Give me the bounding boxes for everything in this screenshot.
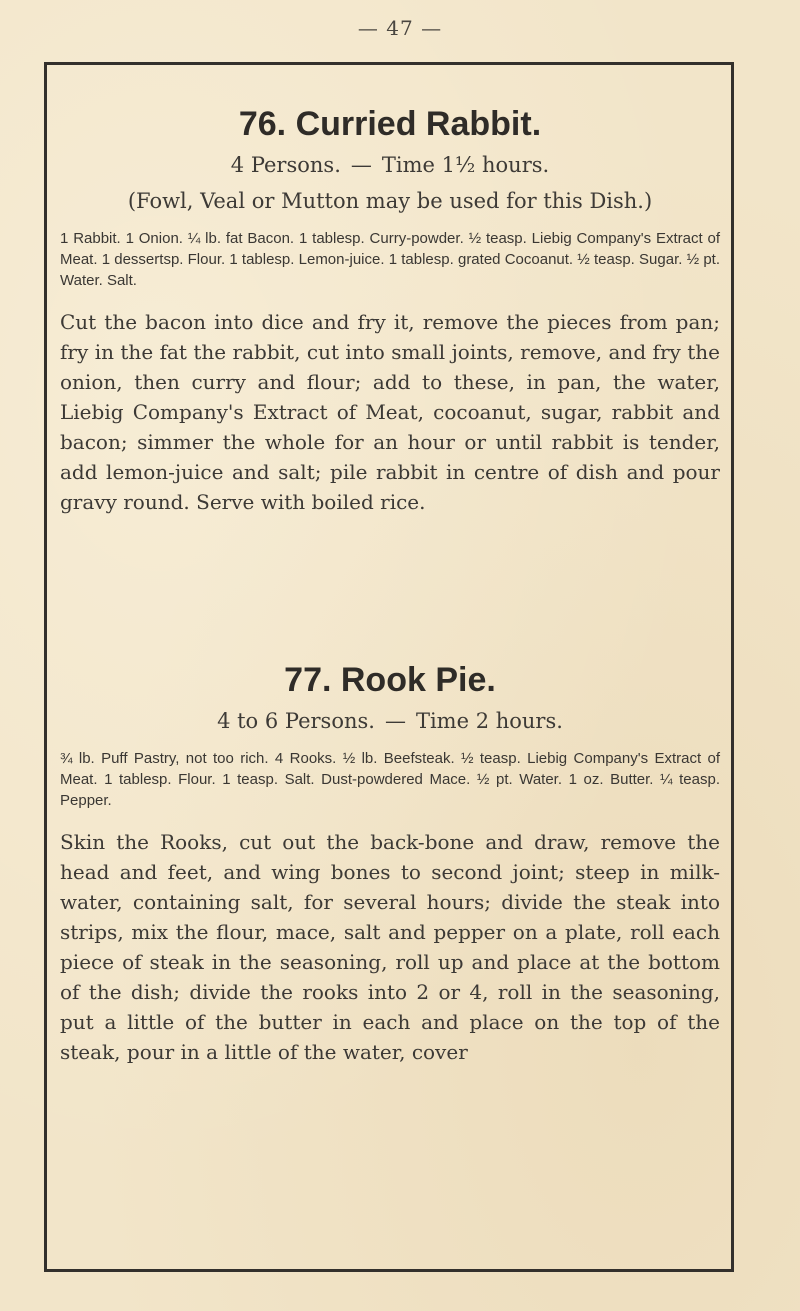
recipe-meta — [60, 150, 720, 180]
recipe-note: (Fowl, Veal or Mutton may be used for this Dish.) — [127, 189, 653, 213]
recipe-method: Skin the Rooks, cut out the back-bone and draw, remove the head and feet, and wing bones to second joint; steep in milk-water, containing salt, for several hours; divide the steak into strips, mix the flour, mace, salt and pepper on a plate, roll each piece of steak in the seasoning, roll up and place at the bottom of the dish; divide the rooks into 2 or 4, roll in the seasoning, put a little of the butter in each and place on the top of the steak, pour in a little of the water, cover — [60, 830, 720, 1064]
recipe-ingredients: ¾ lb. Puff Pastry, not too rich. 4 Rooks. ½ lb. Beefsteak. ½ teasp. Liebig Company's Extract of Meat. 1 tablesp. Flour. 1 teasp. Salt. Dust-powdered Mace. ½ pt. Water. 1 oz. Butter. ¼ teasp. Pepper. — [60, 750, 720, 809]
recipe-76 — [60, 104, 720, 517]
recipe-77 — [60, 660, 720, 1067]
recipe-ingredients: 1 Rabbit. 1 Onion. ¼ lb. fat Bacon. 1 tablesp. Curry-powder. ½ teasp. Liebig Company's Extract of Meat. 1 dessertsp. Flour. 1 tablesp. Lemon-juice. 1 tablesp. grated Cocoanut. ½ teasp. Sugar. ½ pt. Water. Salt. — [60, 230, 720, 289]
recipe-title: 76. Curried Rabbit. — [238, 105, 542, 143]
meta-dash: — — [384, 709, 406, 733]
recipe-time: Time 1½ hours. — [381, 153, 550, 177]
recipe-meta — [60, 706, 720, 736]
page-number: — 47 — — [357, 16, 443, 40]
recipe-method: Cut the bacon into dice and fry it, remove the pieces from pan; fry in the fat the rabbit, cut into small joints, remove, and fry the onion, then curry and flour; add to these, in pan, the water, Liebig Company's Extract of Meat, cocoanut, sugar, rabbit and bacon; simmer the whole for an hour or until rabbit is tender, add lemon-juice and salt; pile rabbit in centre of dish and pour gravy round. Serve with boiled rice. — [60, 310, 720, 514]
recipe-title: 77. Rook Pie. — [284, 661, 496, 699]
meta-dash: — — [350, 153, 372, 177]
recipe-time: Time 2 hours. — [415, 709, 563, 733]
recipe-persons: 4 Persons. — [230, 153, 341, 177]
recipe-persons: 4 to 6 Persons. — [217, 709, 375, 733]
